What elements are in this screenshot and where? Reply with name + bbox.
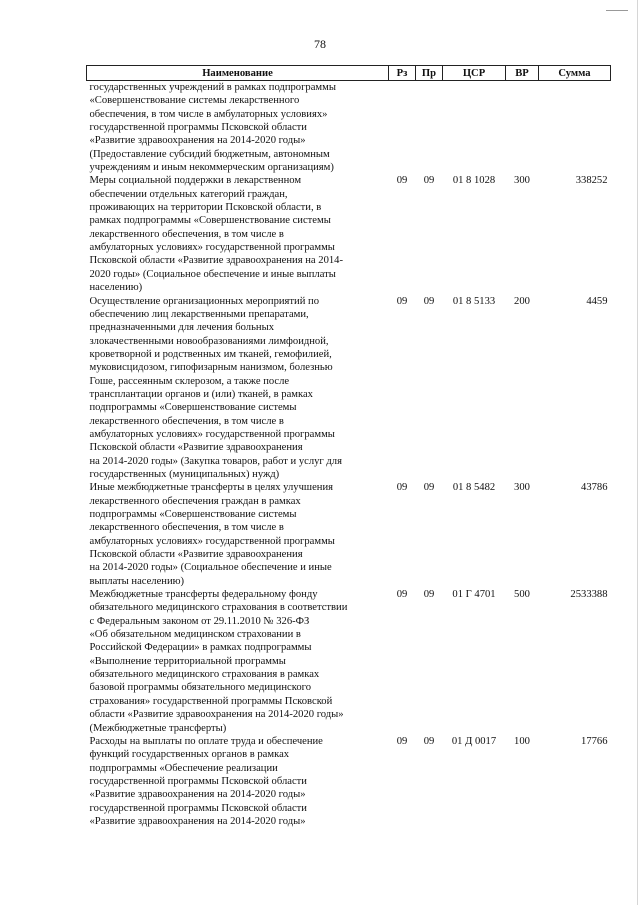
row-name-line: государственных учреждений в рамках подпрограммы bbox=[89, 82, 336, 93]
row-name-line: лекарственного обеспечения, в том числе в bbox=[89, 415, 284, 427]
row-name-line: «Совершенствование системы лекарственного bbox=[89, 95, 300, 107]
row-vr-cell: 300 bbox=[514, 482, 530, 494]
row-vr-cell bbox=[506, 81, 539, 175]
header-name: Наименование bbox=[87, 66, 389, 81]
row-name-line: лекарственного обеспечения, в том числе в bbox=[89, 228, 284, 240]
row-rz-cell: 09 bbox=[396, 589, 408, 601]
table-header-row bbox=[87, 66, 611, 81]
row-name-line: Меры социальной поддержки в лекарственном bbox=[89, 175, 302, 187]
table-row bbox=[87, 295, 611, 482]
row-name-line: Расходы на выплаты по оплате труда и обеспечение bbox=[89, 735, 323, 747]
row-name-line: 2020 годы» (Социальное обеспечение и иные выплаты bbox=[89, 268, 336, 280]
row-vr-cell: 500 bbox=[514, 589, 530, 601]
row-name-line: области «Развитие здравоохранения на 2014-2020 годы» bbox=[89, 709, 344, 721]
row-name-line: государственной программы Псковской области bbox=[89, 122, 307, 134]
row-name-line: функций государственных органов в рамках bbox=[89, 749, 290, 761]
row-name-line: государственной программы Псковской области bbox=[89, 802, 307, 814]
row-rz-cell: 09 bbox=[396, 735, 408, 747]
header-sum: Сумма bbox=[539, 66, 611, 81]
row-csr-cell: 01 8 5133 bbox=[452, 295, 496, 307]
row-rz-cell: 09 bbox=[396, 175, 408, 187]
row-csr-cell: 01 8 1028 bbox=[452, 175, 496, 187]
row-name-line: рамках подпрограммы «Совершенствование системы bbox=[89, 215, 331, 227]
row-sum-cell: 17766 bbox=[581, 735, 608, 747]
row-name-cell bbox=[87, 295, 389, 482]
row-name-line: подпрограммы «Совершенствование системы bbox=[89, 402, 297, 414]
row-csr-cell: 01 Д 0017 bbox=[451, 735, 497, 747]
row-name-cell bbox=[87, 481, 389, 588]
table-row bbox=[87, 481, 611, 588]
row-vr-cell: 100 bbox=[514, 735, 530, 747]
table-body bbox=[87, 81, 611, 829]
row-sum-cell: 4459 bbox=[586, 295, 608, 307]
row-name-line: на 2014-2020 годы» (Закупка товаров, работ и услуг для bbox=[89, 455, 342, 467]
row-name-line: обязательного медицинского страхования в рамках bbox=[89, 669, 320, 681]
row-name-line: амбулаторных условиях» государственной программы bbox=[89, 535, 335, 547]
row-name-line: «Развитие здравоохранения на 2014-2020 годы» bbox=[89, 135, 306, 147]
row-name-line: обеспечении отдельных категорий граждан, bbox=[89, 188, 288, 200]
row-name-line: трансплантации органов и (или) тканей, в рамках bbox=[89, 388, 313, 400]
row-name-line: Псковской области «Развитие здравоохранения bbox=[89, 549, 303, 561]
row-name-line: «Об обязательном медицинском страховании в bbox=[89, 629, 301, 641]
row-name-line: Российской Федерации» в рамках подпрограммы bbox=[89, 642, 312, 654]
row-name-line: Псковской области «Развитие здравоохранения bbox=[89, 442, 303, 454]
row-name-line: базовой программы обязательного медицинского bbox=[89, 682, 312, 694]
row-name-line: лекарственного обеспечения, в том числе в bbox=[89, 522, 284, 534]
row-name-line: с Федеральным законом от 29.11.2010 № 326-ФЗ bbox=[89, 615, 310, 627]
row-name-line: Гоше, рассеянным склерозом, а также после bbox=[89, 375, 290, 387]
row-sum-cell: 338252 bbox=[575, 175, 608, 187]
row-rz-cell bbox=[389, 81, 416, 175]
row-sum-cell: 2533388 bbox=[570, 589, 608, 601]
row-name-cell bbox=[87, 81, 389, 175]
row-sum-cell bbox=[539, 81, 611, 175]
row-name-cell bbox=[87, 174, 389, 294]
row-name-line: обеспечению лиц лекарственными препаратами, bbox=[89, 308, 309, 320]
row-name-line: лекарственного обеспечения граждан в рамках bbox=[89, 495, 301, 507]
row-name-line: Псковской области «Развитие здравоохранения на 2014- bbox=[89, 255, 343, 267]
row-name-line: населению) bbox=[89, 282, 143, 294]
row-name-line: амбулаторных условиях» государственной программы bbox=[89, 242, 335, 254]
table-row bbox=[87, 81, 611, 175]
row-name-line: выплаты населению) bbox=[89, 575, 185, 587]
row-name-line: «Развитие здравоохранения на 2014-2020 годы» bbox=[89, 815, 306, 827]
row-name-line: муковисцидозом, гипофизарным нанизмом, болезнью bbox=[89, 362, 333, 374]
header-pr: Пр bbox=[416, 66, 443, 81]
row-name-line: «Выполнение территориальной программы bbox=[89, 655, 286, 667]
header-csr: ЦСР bbox=[443, 66, 506, 81]
budget-table bbox=[86, 65, 611, 828]
header-vr: ВР bbox=[506, 66, 539, 81]
row-name-line: обязательного медицинского страхования в соответствии bbox=[89, 602, 348, 614]
row-name-line: Межбюджетные трансферты федеральному фонду bbox=[89, 589, 318, 601]
row-pr-cell: 09 bbox=[423, 482, 435, 494]
row-name-cell bbox=[87, 588, 389, 735]
row-name-line: государственной программы Псковской области bbox=[89, 775, 307, 787]
row-name-line: на 2014-2020 годы» (Социальное обеспечение и иные bbox=[89, 562, 332, 574]
row-vr-cell: 200 bbox=[514, 295, 530, 307]
row-pr-cell: 09 bbox=[423, 589, 435, 601]
row-name-line: обеспечения, в том числе в амбулаторных условиях» bbox=[89, 108, 328, 120]
header-rz: Рз bbox=[389, 66, 416, 81]
table-row bbox=[87, 174, 611, 294]
row-name-line: государственных (муниципальных) нужд) bbox=[89, 468, 280, 480]
row-name-line: кроветворной и родственных им тканей, гемофилией, bbox=[89, 348, 332, 360]
row-name-line: предназначенными для лечения больных bbox=[89, 322, 274, 334]
row-pr-cell: 09 bbox=[423, 175, 435, 187]
row-vr-cell: 300 bbox=[514, 175, 530, 187]
row-name-line: злокачественными новообразованиями лимфоидной, bbox=[89, 335, 329, 347]
row-name-line: подпрограммы «Совершенствование системы bbox=[89, 509, 297, 520]
row-sum-cell: 43786 bbox=[581, 482, 608, 494]
row-name-line: «Развитие здравоохранения на 2014-2020 годы» bbox=[89, 789, 306, 801]
row-csr-cell: 01 8 5482 bbox=[452, 482, 496, 494]
row-pr-cell: 09 bbox=[423, 735, 435, 747]
row-name-line: проживающих на территории Псковской области, в bbox=[89, 202, 322, 214]
row-pr-cell bbox=[416, 81, 443, 175]
page-number: 78 bbox=[314, 37, 326, 51]
row-name-line: (Предоставление субсидий бюджетным, автономным bbox=[89, 148, 330, 160]
page-edge-line bbox=[637, 0, 638, 905]
row-name-line: (Межбюджетные трансферты) bbox=[89, 722, 227, 734]
row-name-cell bbox=[87, 735, 389, 828]
table-row bbox=[87, 588, 611, 735]
row-name-line: учреждениям и иным некоммерческим организациям) bbox=[89, 162, 334, 174]
row-csr-cell: 01 Г 4701 bbox=[452, 589, 496, 601]
row-name-line: страхования» государственной программы Псковской bbox=[89, 695, 333, 707]
row-name-line: подпрограммы «Обеспечение реализации bbox=[89, 762, 278, 774]
row-pr-cell: 09 bbox=[423, 295, 435, 307]
row-name-line: амбулаторных условиях» государственной программы bbox=[89, 428, 335, 440]
scan-mark bbox=[606, 10, 628, 11]
row-csr-cell bbox=[443, 81, 506, 175]
row-name-line: Иные межбюджетные трансферты в целях улучшения bbox=[89, 482, 333, 494]
row-name-line: Осуществление организационных мероприятий по bbox=[89, 295, 319, 307]
table-row bbox=[87, 735, 611, 828]
row-rz-cell: 09 bbox=[396, 482, 408, 494]
row-rz-cell: 09 bbox=[396, 295, 408, 307]
